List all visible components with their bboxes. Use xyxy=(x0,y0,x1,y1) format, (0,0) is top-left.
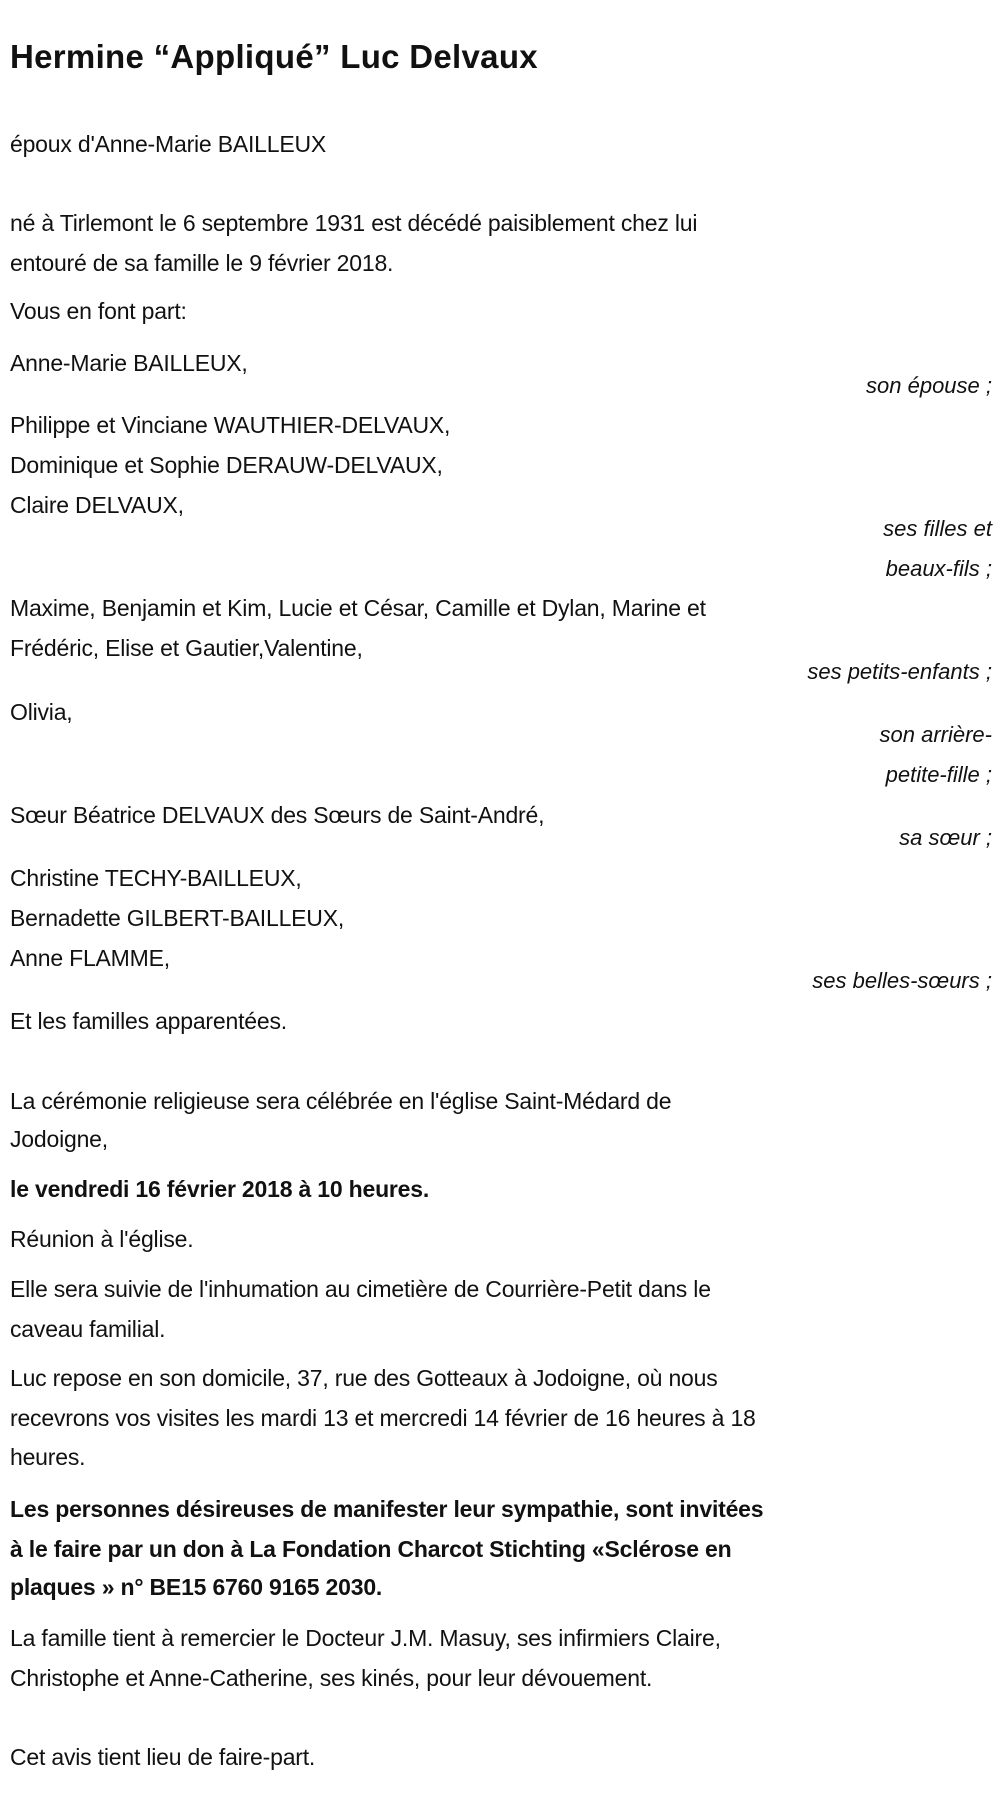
visits-line: Luc repose en son domicile, 37, rue des Gotteaux à Jodoigne, où nous xyxy=(10,1365,718,1391)
family-name: Olivia, xyxy=(10,699,73,725)
burial-line: caveau familial. xyxy=(10,1316,166,1342)
ceremony-line: Jodoigne, xyxy=(10,1126,108,1152)
donation-line: plaques » n° BE15 6760 9165 2030. xyxy=(10,1574,383,1600)
family-relation: sa sœur ; xyxy=(899,825,992,850)
family-name: Christine TECHY-BAILLEUX, xyxy=(10,865,302,891)
closing-line: Cet avis tient lieu de faire-part. xyxy=(10,1744,316,1770)
family-name: Dominique et Sophie DERAUW-DELVAUX, xyxy=(10,452,443,478)
page-title: Hermine “Appliqué” Luc Delvaux xyxy=(10,38,538,75)
ceremony-date: le vendredi 16 février 2018 à 10 heures. xyxy=(10,1176,430,1202)
donation-line: à le faire par un don à La Fondation Charcot Stichting «Sclérose en xyxy=(10,1536,732,1562)
thanks-line: La famille tient à remercier le Docteur J.M. Masuy, ses infirmiers Claire, xyxy=(10,1625,721,1651)
family-name: Claire DELVAUX, xyxy=(10,492,184,518)
burial-line: Elle sera suivie de l'inhumation au cimetière de Courrière-Petit dans le xyxy=(10,1276,711,1302)
spouse-line: époux d'Anne-Marie BAILLEUX xyxy=(10,131,327,157)
donation-line: Les personnes désireuses de manifester leur sympathie, sont invitées xyxy=(10,1496,764,1522)
family-name: Anne-Marie BAILLEUX, xyxy=(10,350,248,376)
family-name: Bernadette GILBERT-BAILLEUX, xyxy=(10,905,345,931)
family-relation: beaux-fils ; xyxy=(885,556,992,581)
family-name: Philippe et Vinciane WAUTHIER-DELVAUX, xyxy=(10,412,451,438)
family-relation: ses belles-sœurs ; xyxy=(812,968,992,993)
visits-line: heures. xyxy=(10,1444,86,1470)
intro-line: entouré de sa famille le 9 février 2018. xyxy=(10,250,394,276)
family-relation: ses petits-enfants ; xyxy=(807,659,992,684)
family-relation: son épouse ; xyxy=(866,373,992,398)
family-relation: petite-fille ; xyxy=(885,762,992,787)
family-relation: ses filles et xyxy=(883,516,992,541)
visits-line: recevrons vos visites les mardi 13 et mercredi 14 février de 16 heures à 18 xyxy=(10,1405,756,1431)
intro-line: né à Tirlemont le 6 septembre 1931 est décédé paisiblement chez lui xyxy=(10,210,698,236)
family-name: Maxime, Benjamin et Kim, Lucie et César, Camille et Dylan, Marine et xyxy=(10,595,706,621)
meeting-line: Réunion à l'église. xyxy=(10,1226,194,1252)
family-name: Anne FLAMME, xyxy=(10,945,170,971)
ceremony-line: La cérémonie religieuse sera célébrée en l'église Saint-Médard de xyxy=(10,1088,672,1114)
family-name: Sœur Béatrice DELVAUX des Sœurs de Saint-André, xyxy=(10,802,545,828)
announce-line: Vous en font part: xyxy=(10,298,187,324)
families-line: Et les familles apparentées. xyxy=(10,1008,287,1034)
thanks-line: Christophe et Anne-Catherine, ses kinés, pour leur dévouement. xyxy=(10,1665,653,1691)
family-relation: son arrière- xyxy=(879,722,992,747)
family-name: Frédéric, Elise et Gautier,Valentine, xyxy=(10,635,363,661)
